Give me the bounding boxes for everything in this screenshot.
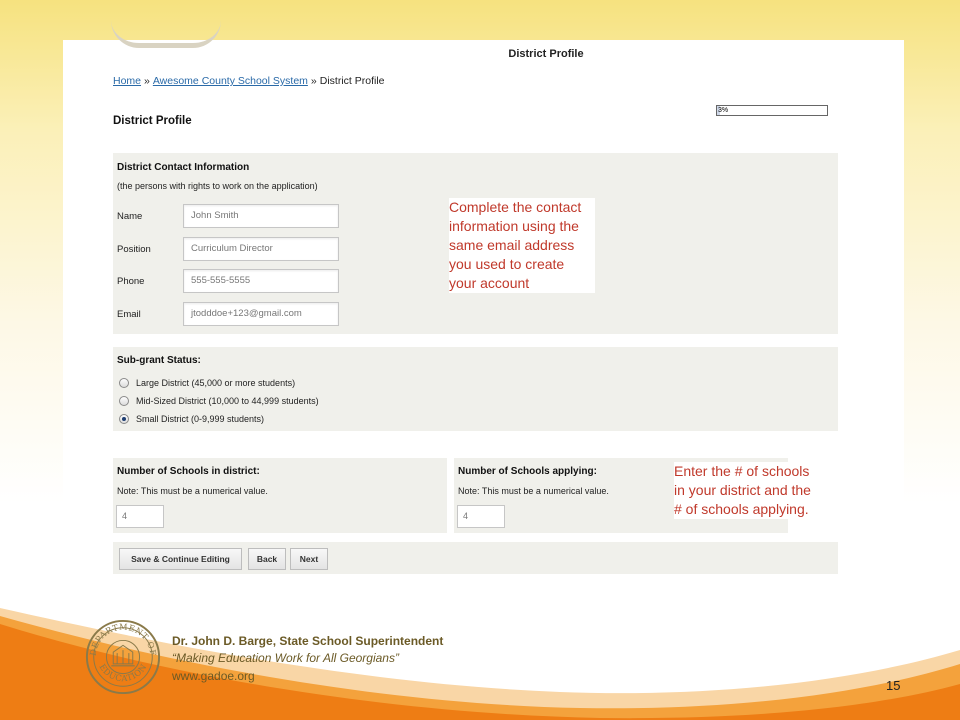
schools-applying-title: Number of Schools applying: (458, 466, 597, 477)
position-label: Position (117, 244, 151, 255)
contact-panel-title: District Contact Information (117, 162, 250, 173)
back-button[interactable]: Back (248, 548, 286, 570)
subgrant-panel (113, 347, 838, 431)
breadcrumb-separator: » (144, 75, 150, 87)
radio-large-district[interactable] (119, 376, 295, 390)
page-title: District Profile (508, 48, 584, 60)
footer-superintendent-name: Dr. John D. Barge, State School Superintendent (172, 634, 444, 648)
section-heading: District Profile (113, 115, 192, 127)
next-button[interactable]: Next (290, 548, 328, 570)
svg-text:EDUCATION: EDUCATION (97, 661, 149, 684)
email-label: Email (117, 309, 141, 320)
radio-button[interactable] (119, 378, 129, 388)
email-input[interactable]: jtodddoe+123@gmail.com (183, 302, 339, 326)
save-continue-button[interactable]: Save & Continue Editing (119, 548, 242, 570)
progress-label: 3% (718, 107, 729, 114)
schools-in-district-title: Number of Schools in district: (117, 466, 260, 477)
radio-label: Mid-Sized District (10,000 to 44,999 students) (136, 396, 319, 406)
contact-info-callout: Complete the contact information using the same email address you used to create your account (449, 198, 595, 293)
schools-callout: Enter the # of schools in your district and the # of schools applying. (674, 462, 814, 519)
progress-bar (716, 105, 828, 116)
department-of-education-seal (84, 618, 162, 696)
radio-button[interactable] (119, 396, 129, 406)
breadcrumb-current: District Profile (319, 75, 385, 87)
breadcrumb-separator: » (310, 75, 317, 87)
logo-arc (111, 20, 221, 48)
radio-label: Large District (45,000 or more students) (136, 378, 296, 388)
breadcrumb (113, 75, 385, 87)
schools-applying-note: Note: This must be a numerical value. (458, 486, 609, 496)
footer-motto: “Making Education Work for All Georgians” (172, 651, 399, 665)
phone-input[interactable]: 555-555-5555 (183, 269, 339, 293)
schools-applying-input[interactable]: 4 (457, 505, 505, 528)
subgrant-panel-title: Sub-grant Status: (117, 355, 201, 366)
radio-label: Small District (0-9,999 students) (136, 414, 265, 424)
radio-small-district[interactable] (119, 412, 264, 426)
schools-in-district-panel (113, 458, 447, 533)
breadcrumb-home-link[interactable]: Home (113, 75, 142, 87)
svg-text:DEPARTMENT OF: DEPARTMENT OF (87, 621, 159, 657)
radio-button[interactable] (119, 414, 129, 424)
footer-url[interactable]: www.gadoe.org (172, 669, 255, 683)
name-input[interactable]: John Smith (183, 204, 339, 228)
radio-mid-sized-district[interactable] (119, 394, 319, 408)
button-bar (113, 542, 838, 574)
slide-page-number: 15 (886, 678, 901, 693)
phone-label: Phone (117, 276, 145, 287)
contact-panel-note: (the persons with rights to work on the application) (117, 181, 318, 191)
schools-in-district-note: Note: This must be a numerical value. (117, 486, 268, 496)
position-input[interactable]: Curriculum Director (183, 237, 339, 261)
breadcrumb-district-link[interactable]: Awesome County School System (152, 75, 308, 87)
schools-in-district-input[interactable]: 4 (116, 505, 164, 528)
name-label: Name (117, 211, 143, 222)
